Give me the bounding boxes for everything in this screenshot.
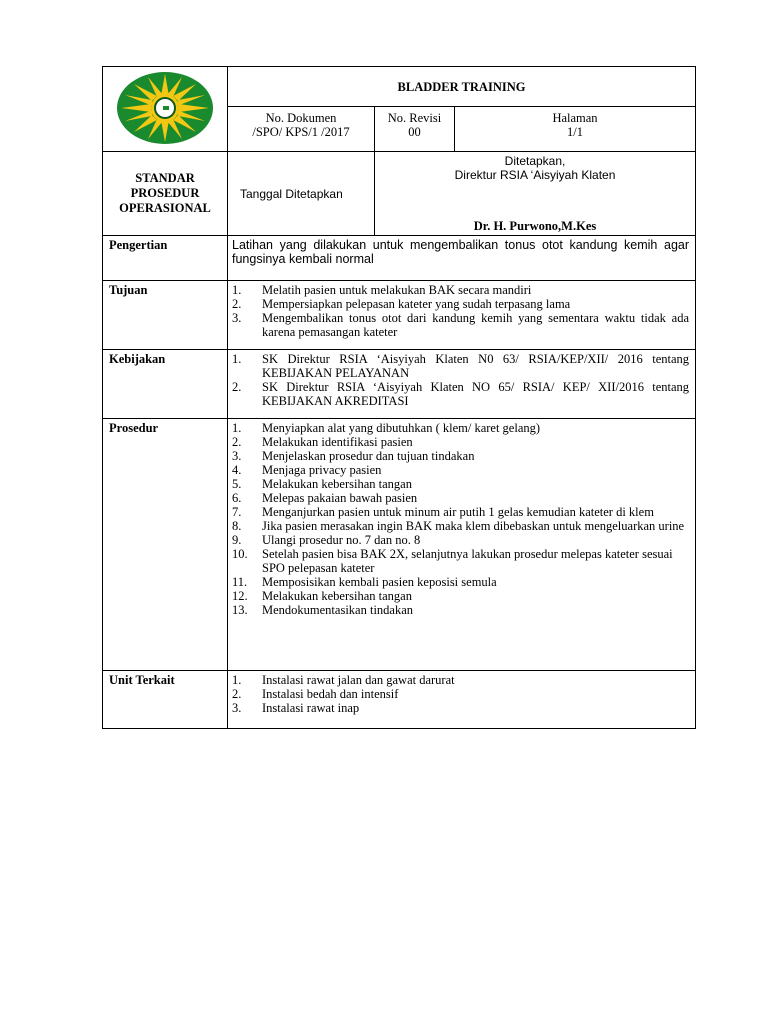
item-number: 8. — [232, 519, 242, 533]
spo-label — [103, 152, 228, 236]
item-number: 3. — [232, 701, 242, 715]
halaman-label: Halaman — [552, 111, 598, 125]
tanggal-ditetapkan: Tanggal Ditetapkan — [228, 152, 375, 236]
list-item — [232, 547, 689, 575]
item-number: 12. — [232, 589, 248, 603]
item-number: 2. — [232, 297, 242, 311]
item-number: 10. — [232, 547, 248, 561]
no-dokumen-label: No. Dokumen — [265, 111, 337, 125]
item-text: Melepas pakaian bawah pasien — [262, 491, 418, 505]
spo-label-line3: OPERASIONAL — [119, 201, 211, 215]
list-item — [232, 421, 689, 435]
kebijakan-content — [228, 350, 696, 419]
list-item — [232, 435, 689, 449]
ditetapkan-label: Ditetapkan, — [504, 154, 566, 168]
no-revisi-value: 00 — [408, 125, 421, 139]
item-text: Menjelaskan prosedur dan tujuan tindakan — [262, 449, 475, 463]
spo-table — [102, 66, 696, 729]
item-text: Instalasi bedah dan intensif — [262, 687, 399, 701]
list-item — [232, 603, 689, 617]
item-number: 6. — [232, 491, 242, 505]
item-text: Instalasi rawat inap — [262, 701, 360, 715]
tujuan-label: Tujuan — [103, 281, 228, 350]
kebijakan-list — [232, 352, 689, 408]
list-item — [232, 491, 689, 505]
pengertian-label: Pengertian — [103, 236, 228, 281]
list-item — [232, 477, 689, 491]
item-text: SK Direktur RSIA ‘Aisyiyah Klaten N0 63/ RSIA/KEP/XII/ 2016 tentang KEBIJAKAN PELAYANAN — [262, 352, 690, 380]
item-text: Mengembalikan tonus otot dari kandung kemih yang sementara waktu tidak ada karena pemasangan kateter — [262, 311, 690, 339]
item-number: 2. — [232, 380, 242, 394]
list-item — [232, 352, 689, 380]
item-text: Setelah pasien bisa BAK 2X, selanjutnya lakukan prosedur melepas kateter sesuai SPO pelepasan kateter — [262, 547, 673, 575]
item-text: Ulangi prosedur no. 7 dan no. 8 — [262, 533, 421, 547]
unit-terkait-label: Unit Terkait — [103, 671, 228, 729]
item-number: 3. — [232, 449, 242, 463]
no-dokumen-cell — [228, 107, 375, 152]
item-text: SK Direktur RSIA ‘Aisyiyah Klaten NO 65/ RSIA/ KEP/ XII/2016 tentang KEBIJAKAN AKREDITASI — [262, 380, 690, 408]
kebijakan-label: Kebijakan — [103, 350, 228, 419]
item-text: Menyiapkan alat yang dibutuhkan ( klem/ karet gelang) — [262, 421, 541, 435]
list-item — [232, 463, 689, 477]
item-text: Melakukan identifikasi pasien — [262, 435, 413, 449]
item-text: Memposisikan kembali pasien keposisi semula — [262, 575, 497, 589]
aisyiyah-logo-icon — [115, 71, 215, 145]
item-text: Melakukan kebersihan tangan — [262, 477, 412, 491]
spo-label-line1: STANDAR — [135, 171, 195, 185]
logo-cell — [103, 67, 228, 152]
item-number: 1. — [232, 421, 242, 435]
item-number: 7. — [232, 505, 242, 519]
list-item — [232, 380, 689, 408]
list-item — [232, 311, 689, 339]
item-number: 4. — [232, 463, 242, 477]
item-number: 13. — [232, 603, 248, 617]
halaman-cell — [455, 107, 696, 152]
item-number: 1. — [232, 352, 242, 366]
no-dokumen-value: /SPO/ KPS/1 /2017 — [252, 125, 350, 139]
prosedur-content — [228, 419, 696, 671]
halaman-value: 1/1 — [567, 125, 583, 139]
tujuan-content — [228, 281, 696, 350]
list-item — [232, 701, 689, 715]
item-text: Menganjurkan pasien untuk minum air putih 1 gelas kemudian kateter di klem — [262, 505, 654, 519]
item-number: 5. — [232, 477, 242, 491]
list-item — [232, 283, 689, 297]
item-number: 3. — [232, 311, 242, 325]
pengertian-text: Latihan yang dilakukan untuk mengembalikan tonus otot kandung kemih agar fungsinya kembali normal — [228, 236, 696, 281]
spo-label-line2: PROSEDUR — [130, 186, 200, 200]
prosedur-label: Prosedur — [103, 419, 228, 671]
item-number: 1. — [232, 673, 242, 687]
list-item — [232, 589, 689, 603]
ditetapkan-cell — [375, 152, 696, 236]
direktur-label: Direktur RSIA ‘Aisyiyah Klaten — [454, 168, 616, 182]
list-item — [232, 673, 689, 687]
list-item — [232, 297, 689, 311]
item-number: 2. — [232, 687, 242, 701]
list-item — [232, 575, 689, 589]
item-number: 2. — [232, 435, 242, 449]
list-item — [232, 505, 689, 519]
list-item — [232, 687, 689, 701]
signatory-name: Dr. H. Purwono,M.Kes — [473, 219, 597, 233]
unit-terkait-content — [228, 671, 696, 729]
item-text: Melakukan kebersihan tangan — [262, 589, 412, 603]
item-text: Mempersiapkan pelepasan kateter yang sudah terpasang lama — [262, 297, 571, 311]
prosedur-list — [232, 421, 689, 617]
list-item — [232, 519, 689, 533]
item-text: Menjaga privacy pasien — [262, 463, 382, 477]
item-text: Jika pasien merasakan ingin BAK maka klem dibebaskan untuk mengeluarkan urine — [262, 519, 685, 533]
item-text: Instalasi rawat jalan dan gawat darurat — [262, 673, 455, 687]
no-revisi-cell — [375, 107, 455, 152]
document-title: BLADDER TRAINING — [228, 67, 696, 107]
list-item — [232, 533, 689, 547]
item-text: Mendokumentasikan tindakan — [262, 603, 414, 617]
item-number: 11. — [232, 575, 248, 589]
unit-terkait-list — [232, 673, 689, 715]
list-item — [232, 449, 689, 463]
item-text: Melatih pasien untuk melakukan BAK secara mandiri — [262, 283, 532, 297]
tujuan-list — [232, 283, 689, 339]
no-revisi-label: No. Revisi — [387, 111, 442, 125]
item-number: 9. — [232, 533, 242, 547]
item-number: 1. — [232, 283, 242, 297]
